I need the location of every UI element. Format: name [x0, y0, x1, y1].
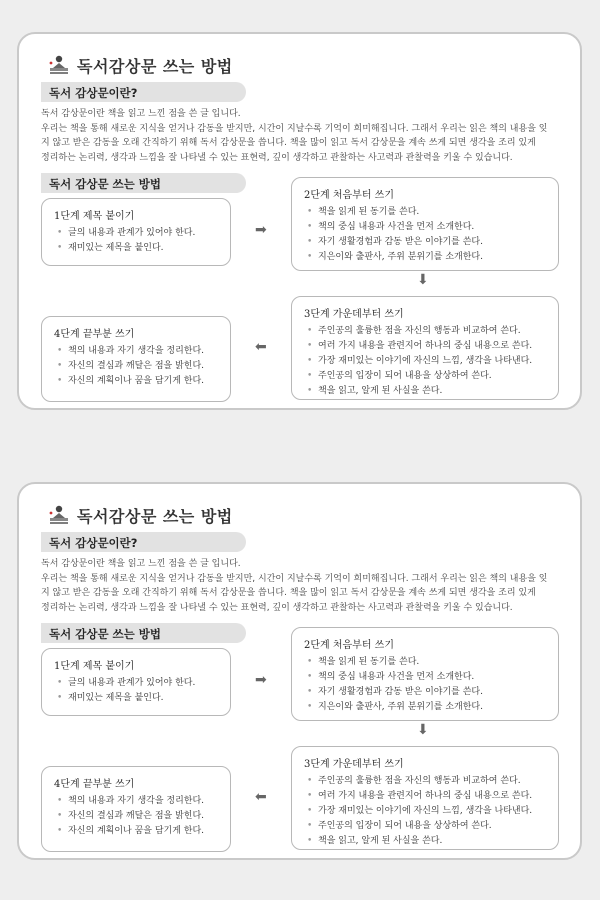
- steps-heading: 독서 감상문 쓰는 방법: [41, 623, 246, 643]
- step-title: 4단계 끝부분 쓰기: [54, 779, 135, 790]
- step-item: • 자신의 계획이나 꿈을 담기게 한다.: [54, 374, 218, 389]
- intro-line: 우리는 책을 통해 새로운 지식을 얻거나 감동을 받지만, 시간이 지날수록 기억이 희미해집니다. 그래서 우리는 읽은 책의 내용을 잊: [41, 123, 548, 134]
- reading-person-icon: [47, 54, 71, 76]
- arrow-left-icon: ⬅: [255, 339, 267, 355]
- step-item: • 가장 재미있는 이야기에 자신의 느낌, 생각을 나타낸다.: [304, 804, 546, 819]
- step-item: • 책을 읽고, 알게 된 사실을 쓴다.: [304, 384, 546, 399]
- step-item: • 여러 가지 내용을 관련지어 하나의 중심 내용으로 쓴다.: [304, 789, 546, 804]
- step-item: • 책을 읽고, 알게 된 사실을 쓴다.: [304, 834, 546, 849]
- step-3-box: [291, 296, 559, 400]
- step-title: 4단계 끝부분 쓰기: [54, 329, 135, 340]
- arrow-right-icon: ➡: [255, 672, 267, 688]
- page-title: 독서감상문 쓰는 방법: [77, 506, 233, 526]
- intro-line: 독서 감상문이란 책을 읽고 느낀 점을 쓴 글 입니다.: [41, 109, 241, 119]
- intro-line: 독서 감상문이란 책을 읽고 느낀 점을 쓴 글 입니다.: [41, 559, 241, 569]
- step-2-box: [291, 627, 559, 721]
- page-title: 독서감상문 쓰는 방법: [77, 56, 233, 76]
- step-item: • 책의 내용과 자기 생각을 정리한다.: [54, 794, 218, 809]
- step-item: • 여러 가지 내용을 관련지어 하나의 중심 내용으로 쓴다.: [304, 339, 546, 354]
- step-item: • 자신의 결심과 깨달은 점을 밝힌다.: [54, 809, 218, 824]
- step-title: 2단계 처음부터 쓰기: [304, 640, 394, 651]
- step-1-box: [41, 198, 231, 266]
- guide-card: [17, 32, 582, 410]
- step-4-box: [41, 316, 231, 402]
- step-item: • 주인공의 훌륭한 점을 자신의 행동과 비교하여 쓴다.: [304, 774, 546, 789]
- step-title: 2단계 처음부터 쓰기: [304, 190, 394, 201]
- step-item: • 자신의 결심과 깨달은 점을 밝힌다.: [54, 359, 218, 374]
- step-title: 3단계 가운데부터 쓰기: [304, 309, 404, 320]
- steps-heading: 독서 감상문 쓰는 방법: [41, 173, 246, 193]
- intro-line: 우리는 책을 통해 새로운 지식을 얻거나 감동을 받지만, 시간이 지날수록 기억이 희미해집니다. 그래서 우리는 읽은 책의 내용을 잊: [41, 573, 548, 584]
- intro-text: [41, 107, 566, 165]
- step-item: • 책의 중심 내용과 사건을 먼저 소개한다.: [304, 670, 546, 685]
- step-item: • 책의 중심 내용과 사건을 먼저 소개한다.: [304, 220, 546, 235]
- step-item: • 주인공의 입장이 되어 내용을 상상하여 쓴다.: [304, 819, 546, 834]
- step-item: • 책을 읽게 된 동기를 쓴다.: [304, 205, 546, 220]
- arrow-down-icon: ⬇: [417, 722, 429, 738]
- arrow-down-icon: ⬇: [417, 272, 429, 288]
- reading-person-icon: [47, 504, 71, 526]
- intro-text: [41, 557, 566, 615]
- step-item: • 재미있는 제목을 붙인다.: [54, 691, 218, 706]
- intro-heading: 독서 감상문이란?: [41, 82, 246, 102]
- intro-line: 정리하는 논리력, 생각과 느낌을 잘 나타낼 수 있는 표현력, 깊이 생각하고 관찰하는 사고력과 관찰력을 키울 수 있습니다.: [41, 152, 513, 163]
- step-item: • 주인공의 입장이 되어 내용을 상상하여 쓴다.: [304, 369, 546, 384]
- card-title: [47, 52, 233, 78]
- step-item: • 자신의 계획이나 꿈을 담기게 한다.: [54, 824, 218, 839]
- step-item: • 책을 읽게 된 동기를 쓴다.: [304, 655, 546, 670]
- step-item: • 주인공의 훌륭한 점을 자신의 행동과 비교하여 쓴다.: [304, 324, 546, 339]
- step-title: 3단계 가운데부터 쓰기: [304, 759, 404, 770]
- arrow-left-icon: ⬅: [255, 789, 267, 805]
- intro-line: 정리하는 논리력, 생각과 느낌을 잘 나타낼 수 있는 표현력, 깊이 생각하고 관찰하는 사고력과 관찰력을 키울 수 있습니다.: [41, 602, 513, 613]
- step-3-box: [291, 746, 559, 850]
- intro-line: 지 않고 받은 감동을 오래 간직하기 위해 독서 감상문을 씁니다. 책을 많이 읽고 독서 감상문을 계속 쓰게 되면 생각을 조리 있게: [41, 138, 536, 148]
- step-item: • 재미있는 제목을 붙인다.: [54, 241, 218, 256]
- step-item: • 지은이와 출판사, 주위 분위기를 소개한다.: [304, 250, 546, 265]
- step-item: • 가장 재미있는 이야기에 자신의 느낌, 생각을 나타낸다.: [304, 354, 546, 369]
- step-item: • 책의 내용과 자기 생각을 정리한다.: [54, 344, 218, 359]
- step-title: 1단계 제목 붙이기: [54, 211, 135, 222]
- step-title: 1단계 제목 붙이기: [54, 661, 135, 672]
- step-2-box: [291, 177, 559, 271]
- step-item: • 글의 내용과 관계가 있어야 한다.: [54, 226, 218, 241]
- step-item: • 글의 내용과 관계가 있어야 한다.: [54, 676, 218, 691]
- guide-card: [17, 482, 582, 860]
- intro-heading: 독서 감상문이란?: [41, 532, 246, 552]
- step-item: • 자기 생활경험과 감동 받은 이야기를 쓴다.: [304, 685, 546, 700]
- step-item: • 자기 생활경험과 감동 받은 이야기를 쓴다.: [304, 235, 546, 250]
- step-4-box: [41, 766, 231, 852]
- card-title: [47, 502, 233, 528]
- step-item: • 지은이와 출판사, 주위 분위기를 소개한다.: [304, 700, 546, 715]
- step-1-box: [41, 648, 231, 716]
- arrow-right-icon: ➡: [255, 222, 267, 238]
- intro-line: 지 않고 받은 감동을 오래 간직하기 위해 독서 감상문을 씁니다. 책을 많이 읽고 독서 감상문을 계속 쓰게 되면 생각을 조리 있게: [41, 588, 536, 598]
